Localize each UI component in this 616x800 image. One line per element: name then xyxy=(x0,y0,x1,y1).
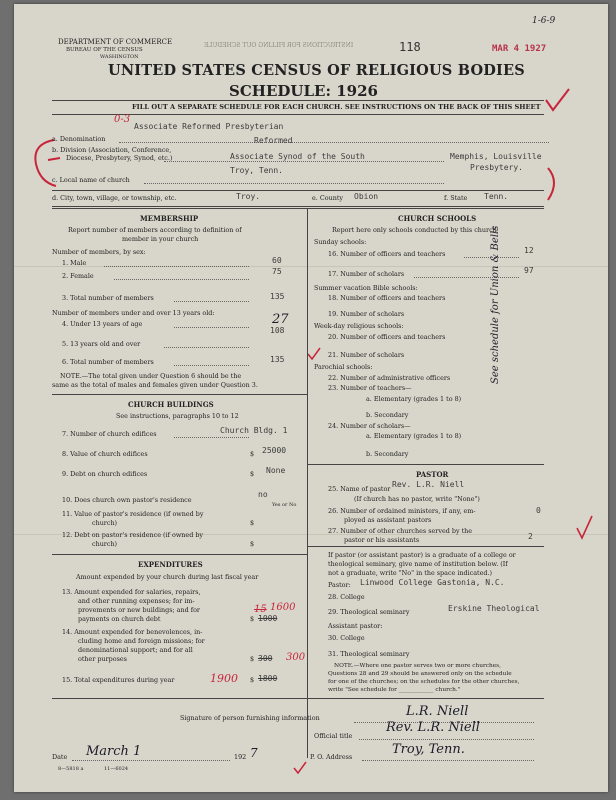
check-mark-icon xyxy=(542,86,572,116)
margin-note: See schedule for Union & Bells xyxy=(490,225,501,384)
q8-value: 25000 xyxy=(262,446,287,455)
q4-sub-value: 108 xyxy=(270,326,285,335)
q13-label-3: provements or new buildings; and for xyxy=(78,606,200,614)
q12-dollar: $ xyxy=(250,540,255,548)
q14-label-3: denominational support; and for all xyxy=(78,646,193,654)
church-name-value: Troy, Tenn. xyxy=(230,166,283,175)
assistant-label: Assistant pastor: xyxy=(328,622,383,630)
q24a-label: a. Elementary (grades 1 to 8) xyxy=(366,432,462,440)
q16-value: 12 xyxy=(524,246,534,255)
membership-intro-2: member in your church xyxy=(122,235,199,243)
date-value: March 1 xyxy=(86,744,142,759)
q17-label: 17. Number of scholars xyxy=(328,270,405,278)
church-name-label: c. Local name of church xyxy=(52,176,130,184)
bureau-label: BUREAU OF THE CENSUS xyxy=(66,47,143,53)
q13-struck-2: 1000 xyxy=(258,614,278,623)
red-bracket-icon xyxy=(26,134,66,194)
by-sex-label: Number of members, by sex: xyxy=(52,248,146,256)
q16-label: 16. Number of officers and teachers xyxy=(328,250,446,258)
q10-value: no xyxy=(258,490,268,499)
official-title-value: Rev. L.R. Niell xyxy=(386,720,480,735)
membership-title: MEMBERSHIP xyxy=(140,214,199,223)
q17-value: 97 xyxy=(524,266,534,275)
department-label: DEPARTMENT OF COMMERCE xyxy=(58,38,173,46)
q9-value: None xyxy=(266,466,286,475)
q18-label: 18. Number of officers and teachers xyxy=(328,294,446,302)
buildings-intro: See instructions, paragraphs 10 to 12 xyxy=(116,412,239,420)
q14-label-4: other purposes xyxy=(78,655,127,663)
q13-value: 1600 xyxy=(270,602,296,613)
q29-value: Erskine Theological xyxy=(448,604,540,613)
city-label: WASHINGTON xyxy=(100,54,139,60)
city-value: Troy. xyxy=(236,192,261,201)
q14-dollar: $ xyxy=(250,655,255,663)
state-label: f. State xyxy=(444,194,468,202)
q19-label: 19. Number of scholars xyxy=(328,310,405,318)
q25-label: 25. Name of pastor xyxy=(328,485,391,493)
schools-intro: Report here only schools conducted by this church xyxy=(332,226,497,234)
weekday-label: Week-day religious schools: xyxy=(314,322,404,330)
q13-label: 13. Amount expended for salaries, repairs, xyxy=(62,588,201,596)
q1-value: 60 xyxy=(272,256,282,265)
q23b-label: b. Secondary xyxy=(366,411,409,419)
q23a-label: a. Elementary (grades 1 to 8) xyxy=(366,395,462,403)
county-label: e. County xyxy=(312,194,343,202)
division-side: Memphis, Louisville xyxy=(450,152,542,161)
q12-label: 12. Debt on pastor's residence (if owned by xyxy=(62,531,204,539)
q25-value: Rev. L.R. Niell xyxy=(392,480,465,489)
q14-label: 14. Amount expended for benevolences, in- xyxy=(62,628,203,636)
membership-note: NOTE.—The total given under Question 6 should be the xyxy=(60,372,242,380)
q22-label: 22. Number of administrative officers xyxy=(328,374,451,382)
membership-note-2: same as the total of males and females given under Question 3. xyxy=(52,381,258,389)
q4-value: 27 xyxy=(272,312,289,327)
q2-value: 75 xyxy=(272,267,282,276)
denomination-value: Associate Reformed Presbyterian xyxy=(134,122,284,131)
instruction-line: FILL OUT A SEPARATE SCHEDULE FOR EACH CHURCH. SEE INSTRUCTIONS ON THE BACK OF THIS SHEET xyxy=(132,103,541,111)
division-value-top: Reformed xyxy=(254,136,293,145)
q11-label-2: church) xyxy=(92,519,118,527)
q7-value: Church Bldg. 1 xyxy=(220,426,288,435)
q28-label: 28. College xyxy=(328,593,365,601)
q3-value: 135 xyxy=(270,292,285,301)
date-note: 1-6-9 xyxy=(532,16,556,26)
q27-value: 2 xyxy=(528,532,533,541)
year-prefix: 192 xyxy=(234,753,247,761)
q5-label: 5. 13 years old and over xyxy=(62,340,141,348)
received-stamp: MAR 4 1927 xyxy=(492,44,547,54)
q21-label: 21. Number of scholars xyxy=(328,351,405,359)
expenditures-intro: Amount expended by your church during last fiscal year xyxy=(76,573,259,581)
graduate-note-3: not a graduate, write "No" in the space indicated.) xyxy=(328,569,493,577)
q1-label: 1. Male xyxy=(62,259,87,267)
q15-struck: 1800 xyxy=(258,674,278,683)
signature-label: Signature of person furnishing information xyxy=(180,714,320,722)
q26-value: 0 xyxy=(536,506,541,515)
form-subtitle: SCHEDULE: 1926 xyxy=(229,82,378,100)
year-digit: 7 xyxy=(250,746,258,760)
q20-label: 20. Number of officers and teachers xyxy=(328,333,446,341)
q13-dollar: $ xyxy=(250,615,255,623)
q26-label-2: ployed as assistant pastors xyxy=(344,516,432,524)
q13-label-4: payments on church debt xyxy=(78,615,161,623)
q31-label: 31. Theological seminary xyxy=(328,650,410,658)
form-title: UNITED STATES CENSUS OF RELIGIOUS BODIES xyxy=(108,62,525,79)
q2-label: 2. Female xyxy=(62,272,94,280)
graduate-note: If pastor (or assistant pastor) is a graduate of a college or xyxy=(328,551,516,559)
q24-label: 24. Number of scholars— xyxy=(328,422,411,430)
graduate-note-2: theological seminary, give name of institution below. (If xyxy=(328,560,508,568)
q15-dollar: $ xyxy=(250,676,255,684)
summer-label: Summer vacation Bible schools: xyxy=(314,284,418,292)
q15-value: 1900 xyxy=(210,672,238,685)
pastor-note: NOTE.—Where one pastor serves two or more churches, xyxy=(334,663,501,669)
q14-label-2: cluding home and foreign missions; for xyxy=(78,637,205,645)
q13-label-2: and other running expenses; for im- xyxy=(78,597,195,605)
q9-label: 9. Debt on church edifices xyxy=(62,470,148,478)
q28-value: Linwood College Gastonia, N.C. xyxy=(360,578,505,587)
q3-label: 3. Total number of members xyxy=(62,294,154,302)
q30-label: 30. College xyxy=(328,634,365,642)
q11-label: 11. Value of pastor's residence (if owned by xyxy=(62,510,204,518)
age-label: Number of members under and over 13 years old: xyxy=(52,309,215,317)
red-bracket-icon xyxy=(544,164,564,204)
sunday-label: Sunday schools: xyxy=(314,238,367,246)
parochial-label: Parochial schools: xyxy=(314,363,373,371)
q27-label-2: pastor or his assistants xyxy=(344,536,420,544)
division-label: b. Division (Association, Conference, xyxy=(52,146,172,154)
pastor-title: PASTOR xyxy=(416,470,449,479)
county-value: Obion xyxy=(354,192,379,201)
q13-struck: 15 xyxy=(254,604,267,615)
state-value: Tenn. xyxy=(484,192,509,201)
address-value: Troy, Tenn. xyxy=(392,742,465,757)
form-code-2: 11—6024 xyxy=(104,766,129,772)
division-label-2: Diocese, Presbytery, Synod, etc.) xyxy=(66,154,173,162)
pastor-sub-label: Pastor: xyxy=(328,581,351,589)
buildings-title: CHURCH BUILDINGS xyxy=(128,400,214,409)
q10-label: 10. Does church own pastor's residence xyxy=(62,496,192,504)
yes-no-hint: Yes or No xyxy=(272,502,297,508)
signature-value: L.R. Niell xyxy=(406,704,469,719)
q8-dollar: $ xyxy=(250,450,255,458)
q23-label: 23. Number of teachers— xyxy=(328,384,412,392)
q15-label: 15. Total expenditures during year xyxy=(62,676,175,684)
division-value: Associate Synod of the South xyxy=(230,152,365,161)
pastor-note-2: Questions 28 and 29 should be answered only on the schedule xyxy=(328,671,512,677)
q25-hint: (If church has no pastor, write "None") xyxy=(354,495,480,503)
q26-label: 26. Number of ordained ministers, if any, em- xyxy=(328,507,476,515)
official-title-label: Official title xyxy=(314,732,353,740)
column-divider xyxy=(307,208,308,758)
q12-label-2: church) xyxy=(92,540,118,548)
pastor-note-3: for one of the churches; on the schedules for the other churches, xyxy=(328,679,520,685)
form-code: 8—5818 a xyxy=(58,766,84,772)
membership-intro: Report number of members according to definition of xyxy=(68,226,242,234)
q29-label: 29. Theological seminary xyxy=(328,608,410,616)
pastor-note-4: write "See schedule for ____________ church." xyxy=(328,687,461,693)
q27-label: 27. Number of other churches served by the xyxy=(328,527,473,535)
q6-label: 6. Total number of members xyxy=(62,358,154,366)
q24b-label: b. Secondary xyxy=(366,450,409,458)
form-number: 118 xyxy=(399,40,421,54)
division-side-2: Presbytery. xyxy=(470,163,523,172)
q8-label: 8. Value of church edifices xyxy=(62,450,148,458)
address-label: P. O. Address xyxy=(310,753,353,761)
denomination-label: a. Denomination xyxy=(52,135,106,143)
q7-label: 7. Number of church edifices xyxy=(62,430,157,438)
census-schedule-sheet xyxy=(14,4,608,792)
code-annotation: 0-3 xyxy=(114,114,131,125)
bleed-through-text: INSTRUCTIONS FOR FILLING OUT SCHEDULE xyxy=(204,42,354,49)
q14-struck: 300 xyxy=(258,654,273,663)
check-mark-icon xyxy=(292,760,308,776)
q4-label: 4. Under 13 years of age xyxy=(62,320,143,328)
check-mark-icon xyxy=(306,346,322,362)
q11-dollar: $ xyxy=(250,519,255,527)
expenditures-title: EXPENDITURES xyxy=(138,560,203,569)
schools-title: CHURCH SCHOOLS xyxy=(398,214,477,223)
date-label: Date xyxy=(52,753,68,761)
q14-value: 300 xyxy=(286,652,306,663)
q9-dollar: $ xyxy=(250,470,255,478)
city-field-label: d. City, town, village, or township, etc. xyxy=(52,194,177,202)
q6-value: 135 xyxy=(270,355,285,364)
check-mark-icon xyxy=(574,514,594,544)
